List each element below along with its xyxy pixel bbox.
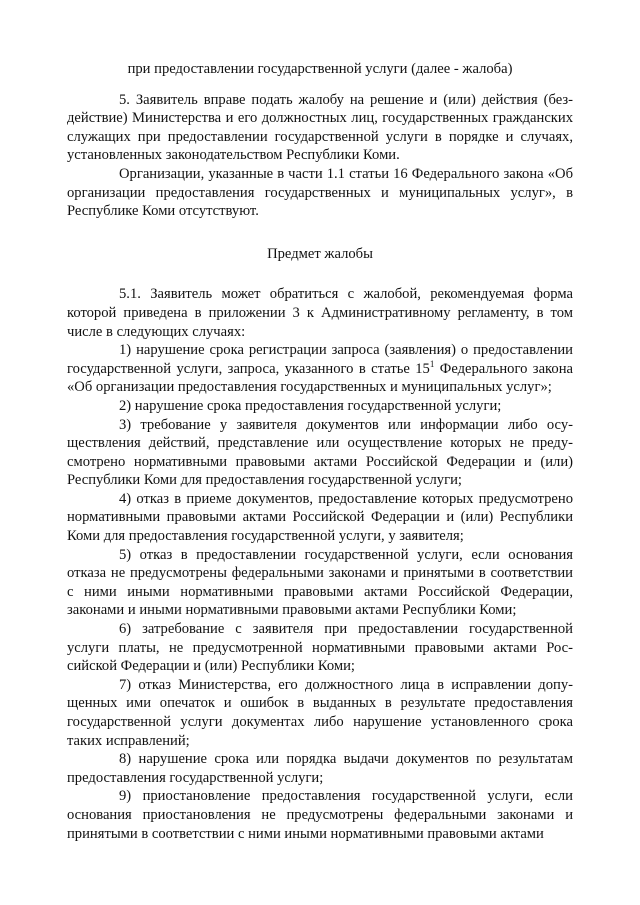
- list-item-4: 4) отказ в приеме документов, предоставление которых предусмотрено нормативными правовыми актами Российской Федерации и (или) Республики Коми для предоставления государственной услуги, у заявителя;: [67, 490, 573, 545]
- continuation-line: при предоставлении государственной услуги (далее - жалоба): [127, 61, 513, 77]
- article-superscript: 1: [429, 358, 435, 369]
- list-item-1: [67, 341, 573, 397]
- list-item-9: 9) приостановление предоставления государственной услуги, если основания приостановления не предусмотрены федеральными законами и принятыми в соответствии с ними иными нормативными правовыми актами: [67, 788, 573, 842]
- list-item-8: 8) нарушение срока или порядка выдачи документов по результатам предоставления государственной услуги;: [67, 751, 573, 786]
- section-heading: Предмет жалобы: [267, 245, 373, 262]
- list-item-7: 7) отказ Министерства, его должностного лица в исправлении допущенных ими опечаток и ошибок в выданных в результате предоставления государственной услуги документах либо нарушение установленного срока таких исправлений;: [67, 676, 573, 749]
- paragraph-5: 5. Заявитель вправе подать жалобу на решение и (или) действия (бездействие) Министерства и его должностных лиц, государственных гражданских служащих при предоставлении государственной услуги в порядке и случаях, установленных законодательством Республики Коми.: [67, 91, 573, 164]
- list-item-1-text-end: Федерального закона «Об организации предоставления государственных и муниципальных услуг»;: [67, 360, 573, 396]
- list-item-5: 5) отказ в предоставлении государственной услуги, если основания отказа не предусмотрены федеральными законами и принятыми в соответствии с ними иными нормативными правовыми актами Российской Федерации, законами и иными нормативными правовыми актами Республики Коми;: [67, 546, 573, 619]
- list-item-6: 6) затребование с заявителя при предоставлении государственной услуги платы, не предусмотренной нормативными правовыми актами Российской Федерации и (или) Республики Коми;: [67, 621, 573, 675]
- list-item-1-text: 1) нарушение срока регистрации запроса (заявления) о предоставлении государственной услуги, запроса, указанного в статье 15: [67, 342, 573, 377]
- list-item-3: 3) требование у заявителя документов или информации либо осуществления действий, представление или осуществление которых не предусмотрено нормативными правовыми актами Российской Федерации и (или) Республики Коми для предоставления государственной услуги;: [67, 416, 573, 489]
- paragraph-organizations: Организации, указанные в части 1.1 статьи 16 Федерального закона «Об организации предоставления государственных и муниципальных услуг», в Республике Коми отсутствуют.: [67, 165, 573, 220]
- paragraph-5-1: 5.1. Заявитель может обратиться с жалобой, рекомендуемая форма которой приведена в приложении 3 к Административному регламенту, в том числе в следующих случаях:: [67, 286, 573, 340]
- list-item-2: 2) нарушение срока предоставления государственной услуги;: [119, 397, 502, 414]
